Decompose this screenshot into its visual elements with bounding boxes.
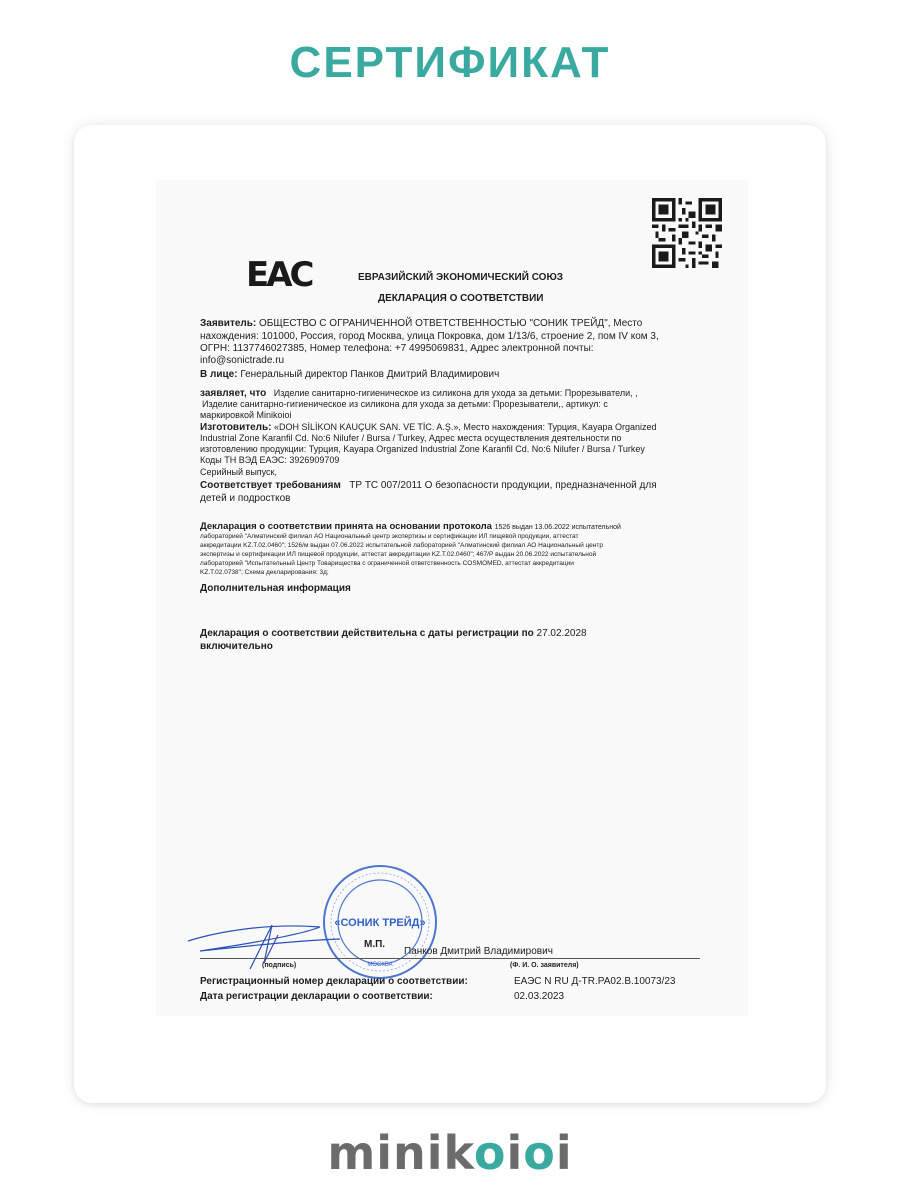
protocol-line-5: лабораторией "Испытательный Центр Товарищества с ограниченной ответственность COSMOMED, аттестат аккредитации [200, 560, 574, 567]
logo-part-k: k [443, 1126, 474, 1180]
registration-number-value: ЕАЭС N RU Д-TR.РА02.В.10073/23 [514, 976, 676, 987]
company-seal [320, 862, 440, 982]
applicant-line-2: нахождения: 101000, Россия, город Москва, улица Покровка, дом 1/13/6, строение 2, пом IV ком 3, [200, 331, 659, 342]
protocol-label: Декларация о соответствии принята на основании протокола [200, 521, 492, 532]
seal-city: МОСКВА [367, 962, 393, 968]
logo-part-o2: o [523, 1126, 556, 1180]
requirements-line-1 [200, 480, 657, 492]
page-title: СЕРТИФИКАТ [289, 38, 611, 87]
manufacturer-label: Изготовитель: [200, 422, 272, 433]
applicant-line-4: info@sonictrade.ru [200, 355, 285, 366]
seal-text: «СОНИК ТРЕЙД» [334, 917, 426, 929]
name-caption: (Ф. И. О. заявителя) [510, 962, 579, 969]
registration-date-value: 02.03.2023 [514, 991, 565, 1002]
logo-part-mini: mini [327, 1126, 444, 1180]
registration-number-label: Регистрационный номер декларации о соответствии: [200, 976, 468, 987]
declaration-document [156, 180, 748, 1016]
person-label: В лице: [200, 369, 238, 380]
logo-part-o: o [473, 1126, 507, 1180]
validity-date: 27.02.2028 [536, 628, 587, 639]
requirements-line-2: детей и подростков [200, 493, 291, 504]
hs-codes: Коды ТН ВЭД ЕАЭС: 3926909709 [200, 455, 340, 465]
requirements-text-1: ТР ТС 007/2011 О безопасности продукции, предназначенной для [349, 480, 657, 491]
minikoioi-logo [0, 1128, 900, 1178]
applicant-label: Заявитель: [200, 318, 257, 329]
logo-part-i2: i [555, 1126, 573, 1180]
declares-label: заявляет, что [200, 388, 267, 399]
person-line [200, 369, 499, 381]
manufacturer-line-3: изготовлению продукции: Турция, Kayapa Organized Industrial Zone Karanfil Cd. No:6 Nilufer / Bursa / Turkey [200, 444, 645, 454]
eac-mark: ЕАС [246, 255, 312, 295]
protocol-line-4: экспертизы и сертификации ИЛ пищевой продукции, аттестат аккредитации KZ.T.02.0460"; 467/Р выдан 20.06.2022 испытательной [200, 551, 597, 558]
declares-line-2: Изделие санитарно-гигиеническое из силикона для ухода за детьми: Прорезыватели,, артикул: с [202, 399, 608, 409]
person-value: Генеральный директор Панков Дмитрий Владимирович [240, 369, 500, 380]
protocol-line-3: аккредитации KZ.T.02.0460"; 1526/м выдан 07.06.2022 испытательной лабораторией "Алматинский филиал АО Национальный центр [200, 542, 603, 549]
declares-line-3: маркировкой Minikoioi [200, 410, 292, 420]
seal-place-label: М.П. [364, 939, 386, 950]
signature-line [200, 958, 700, 959]
validity-line [200, 628, 587, 640]
declares-text-1: Изделие санитарно-гигиеническое из силикона для ухода за детьми: Прорезыватели, , [273, 388, 638, 398]
signatory-name: Панков Дмитрий Владимирович [404, 946, 553, 957]
registration-date-label: Дата регистрации декларации о соответствии: [200, 991, 433, 1002]
protocol-line-1 [200, 521, 621, 533]
qr-code-icon [652, 198, 722, 268]
additional-info-label: Дополнительная информация [200, 583, 351, 594]
validity-label: Декларация о соответствии действительна с даты регистрации по [200, 628, 534, 639]
applicant-text-1: ОБЩЕСТВО С ОГРАНИЧЕННОЙ ОТВЕТСТВЕННОСТЬЮ "СОНИК ТРЕЙД", Место [259, 318, 643, 329]
manufacturer-line-2: Industrial Zone Karanfil Cd. No:6 Nilufer / Bursa / Turkey, Адрес места осуществления деятельности по [200, 433, 622, 443]
protocol-text-1: 1526 выдан 13.06.2022 испытательной [494, 524, 621, 531]
protocol-line-6: KZ.T.02.0738"; Схема декларирования: 3д; [200, 569, 329, 576]
logo-part-i: i [506, 1126, 524, 1180]
applicant-line-1 [200, 318, 642, 330]
manufacturer-text-1: «DOH SİLİKON KAUÇUK SAN. VE TİC. A.Ş.», Место нахождения: Турция, Kayapa Organized [274, 422, 657, 432]
union-name: ЕВРАЗИЙСКИЙ ЭКОНОМИЧЕСКИЙ СОЮЗ [358, 272, 564, 283]
validity-suffix: включительно [200, 641, 273, 652]
serial-output: Серийный выпуск, [200, 467, 277, 477]
signature-caption: (подпись) [262, 962, 297, 969]
protocol-line-2: лабораторией "Алматинский филиал АО Национальный центр экспертизы и сертификации ИЛ пищевой продукции, аттестат [200, 533, 579, 540]
applicant-line-3: ОГРН: 1137746027385, Номер телефона: +7 4995069831, Адрес электронной почты: [200, 343, 594, 354]
requirements-label: Соответствует требованиям [200, 480, 341, 491]
declaration-title: ДЕКЛАРАЦИЯ О СООТВЕТСТВИИ [378, 293, 544, 304]
